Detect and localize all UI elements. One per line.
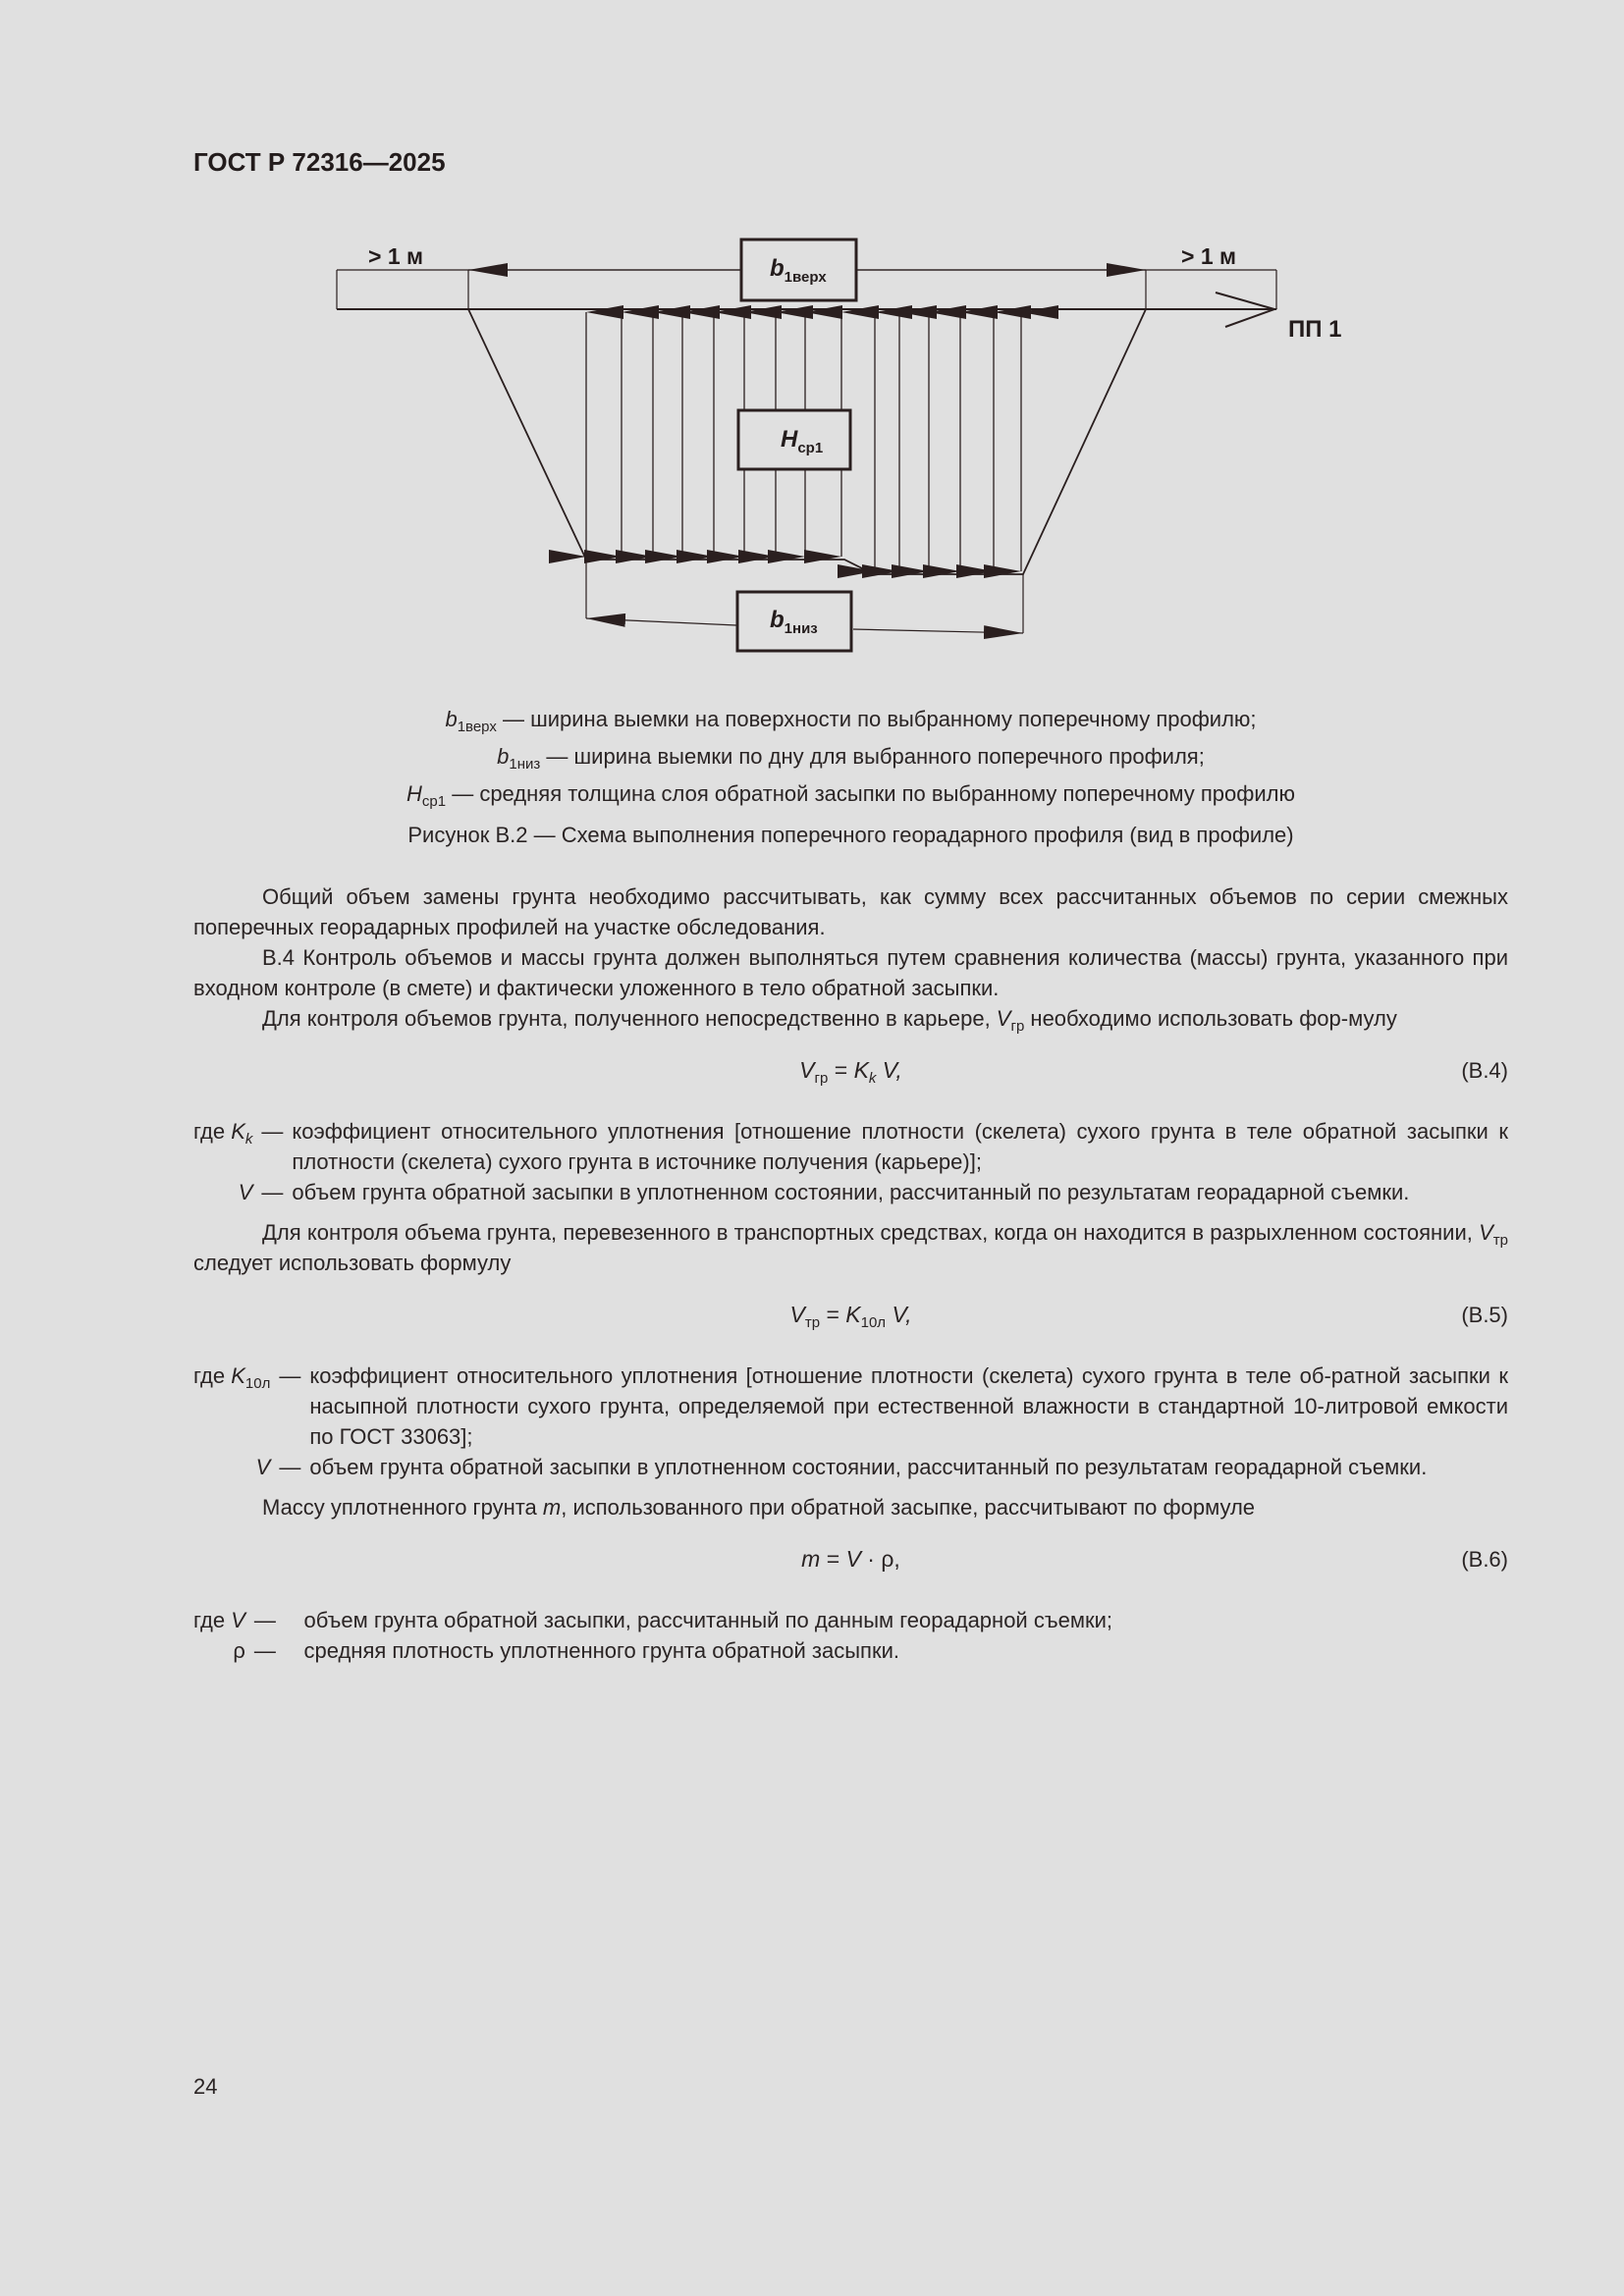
legend-subscript: 1низ bbox=[509, 756, 541, 773]
definition-symbol bbox=[193, 1452, 270, 1482]
definition-text: средняя плотность уплотненного грунта обратной засыпки. bbox=[303, 1638, 899, 1663]
where-label: где bbox=[193, 1363, 232, 1388]
definitions-b6 bbox=[193, 1605, 1508, 1666]
definition-symbol bbox=[193, 1177, 252, 1207]
profile-line-label: ПП 1 bbox=[1288, 316, 1342, 343]
subscript: тр bbox=[1492, 1232, 1508, 1249]
label-box-top bbox=[741, 240, 856, 300]
definition-dash: — bbox=[261, 1119, 284, 1144]
symbol: K bbox=[231, 1119, 245, 1144]
symbol: m bbox=[542, 1495, 562, 1520]
symbol: V bbox=[996, 1006, 1011, 1031]
formula-subscript: k bbox=[868, 1070, 877, 1087]
subscript: 10л bbox=[244, 1375, 271, 1392]
definitions-b4 bbox=[193, 1116, 1508, 1207]
symbol: V bbox=[238, 1180, 253, 1204]
label-box-middle bbox=[738, 410, 850, 469]
definition-symbol bbox=[193, 1605, 245, 1635]
box-bottom-sub: 1низ bbox=[784, 620, 818, 637]
formula-symbol: V bbox=[789, 1302, 805, 1327]
legend-symbol: b bbox=[497, 744, 510, 769]
legend-line bbox=[193, 701, 1508, 738]
box-mid-main: H bbox=[781, 426, 798, 453]
formula-symbol: V, bbox=[886, 1302, 912, 1327]
figure-legend bbox=[193, 701, 1508, 854]
definition-dash: — bbox=[253, 1638, 276, 1663]
where-label: где bbox=[193, 1119, 232, 1144]
formula-subscript: тр bbox=[804, 1314, 821, 1331]
legend-symbol: b bbox=[445, 707, 458, 731]
definition-dash: — bbox=[279, 1455, 301, 1479]
page-number: 24 bbox=[193, 2074, 218, 2099]
definition-text: объем грунта обратной засыпки, рассчитанный по данным георадарной съемки; bbox=[303, 1608, 1112, 1632]
formula-b4 bbox=[193, 1055, 1508, 1095]
formula-symbol: K bbox=[845, 1302, 861, 1327]
formula-expression bbox=[193, 1544, 1508, 1575]
figure-caption: Рисунок В.2 — Схема выполнения поперечного георадарного профиля (вид в профиле) bbox=[407, 823, 1294, 847]
formula-number: (В.6) bbox=[1461, 1547, 1508, 1572]
paragraph: В.4 Контроль объемов и массы грунта должен выполняться путем сравнения количества (массы) грунта, указанного при входном контроле (в смете) и фактически уложенного в тело обратной засыпки. bbox=[193, 945, 1508, 1000]
paragraph-text: , использованного при обратной засыпке, рассчитывают по формуле bbox=[561, 1495, 1256, 1520]
definition-row bbox=[193, 1177, 1508, 1207]
definition-row bbox=[193, 1452, 1508, 1482]
definition-dash: — bbox=[253, 1608, 276, 1632]
formula-symbol: V bbox=[845, 1546, 861, 1572]
box-mid-sub: ср1 bbox=[797, 440, 824, 456]
formula-b5 bbox=[193, 1300, 1508, 1339]
formula-symbol: V, bbox=[876, 1057, 902, 1083]
legend-symbol: H bbox=[406, 781, 422, 806]
symbol: V bbox=[1479, 1220, 1493, 1245]
label-box-bottom bbox=[737, 592, 851, 651]
definition-symbol bbox=[193, 1116, 252, 1177]
formula-b6 bbox=[193, 1544, 1508, 1583]
paragraph: Общий объем замены грунта необходимо рассчитывать, как сумму всех рассчитанных объемов по серии смежных поперечных георадарных профилей на участке обследования. bbox=[193, 884, 1508, 939]
definition-text: коэффициент относительного уплотнения [отношение плотности (скелета) сухого грунта в теле обратной засыпки к плотности (скелета) сухого грунта в источнике получения (карьере)]; bbox=[292, 1119, 1508, 1174]
definition-text: объем грунта обратной засыпки в уплотненном состоянии, рассчитанный по результатам георадарной съемки. bbox=[309, 1455, 1428, 1479]
definition-dash: — bbox=[261, 1180, 284, 1204]
legend-text: — ширина выемки по дну для выбранного поперечного профиля; bbox=[540, 744, 1205, 769]
formula-subscript: гр bbox=[814, 1070, 829, 1087]
formula-symbol: m bbox=[801, 1546, 821, 1572]
definition-row bbox=[193, 1361, 1508, 1452]
cross-section-diagram bbox=[295, 221, 1394, 672]
paragraph-text: Массу уплотненного грунта bbox=[262, 1495, 543, 1520]
formula-number: (В.5) bbox=[1461, 1303, 1508, 1327]
paragraph-text: Для контроля объема грунта, перевезенного в транспортных средствах, когда он находится в разрыхленном состоянии, bbox=[262, 1220, 1480, 1245]
legend-text: — ширина выемки на поверхности по выбранному поперечному профилю; bbox=[496, 707, 1257, 731]
box-top-main: b bbox=[770, 255, 785, 282]
cross-section-figure bbox=[295, 221, 1394, 672]
where-label: где bbox=[193, 1608, 232, 1632]
definition-text: объем грунта обратной засыпки в уплотненном состоянии, рассчитанный по результатам георадарной съемки. bbox=[292, 1180, 1410, 1204]
formula-number: (В.4) bbox=[1461, 1058, 1508, 1083]
subscript: гр bbox=[1010, 1018, 1025, 1035]
definition-dash: — bbox=[279, 1363, 301, 1388]
paragraph-text: Для контроля объемов грунта, полученного непосредственно в карьере, bbox=[262, 1006, 997, 1031]
formula-symbol: V bbox=[799, 1057, 815, 1083]
subscript: k bbox=[244, 1131, 253, 1148]
legend-text: — средняя толщина слоя обратной засыпки по выбранному поперечному профилю bbox=[446, 781, 1295, 806]
symbol: V bbox=[231, 1608, 245, 1632]
definition-symbol: ρ bbox=[233, 1638, 245, 1663]
paragraph bbox=[193, 1003, 1508, 1034]
paragraph-text: следует использовать формулу bbox=[193, 1251, 512, 1275]
legend-subscript: ср1 bbox=[421, 793, 447, 810]
left-margin-label: > 1 м bbox=[368, 243, 424, 269]
document-header: ГОСТ Р 72316—2025 bbox=[193, 147, 446, 177]
paragraph bbox=[193, 1492, 1508, 1522]
legend-line bbox=[193, 738, 1508, 775]
formula-operator: = bbox=[828, 1057, 854, 1083]
body-text bbox=[193, 881, 1508, 1666]
symbol: V bbox=[255, 1455, 271, 1479]
definition-row bbox=[193, 1635, 1508, 1666]
formula-subscript: 10л bbox=[860, 1314, 887, 1331]
definition-row bbox=[193, 1605, 1508, 1635]
paragraph-text: необходимо использовать фор-мулу bbox=[1024, 1006, 1397, 1031]
box-bottom-main: b bbox=[770, 607, 785, 633]
symbol: K bbox=[231, 1363, 245, 1388]
definitions-b5 bbox=[193, 1361, 1508, 1482]
definition-text: коэффициент относительного уплотнения [отношение плотности (скелета) сухого грунта в теле об-ратной засыпки к насыпной плотности сухого грунта, определяемой при естественной влажности в стандартной 10-литровой емкости по ГОСТ 33063]; bbox=[309, 1363, 1508, 1449]
formula-symbol: K bbox=[853, 1057, 869, 1083]
legend-subscript: 1верх bbox=[457, 719, 497, 735]
definition-row bbox=[193, 1116, 1508, 1177]
formula-operator: = bbox=[820, 1546, 846, 1572]
formula-symbol: · ρ, bbox=[860, 1546, 900, 1572]
definition-symbol bbox=[193, 1361, 270, 1452]
right-margin-label: > 1 м bbox=[1181, 243, 1237, 269]
box-top-sub: 1верх bbox=[784, 269, 827, 286]
formula-expression bbox=[193, 1055, 1508, 1086]
formula-expression bbox=[193, 1300, 1508, 1330]
formula-operator: = bbox=[820, 1302, 846, 1327]
paragraph bbox=[193, 1217, 1508, 1278]
legend-line bbox=[193, 775, 1508, 813]
